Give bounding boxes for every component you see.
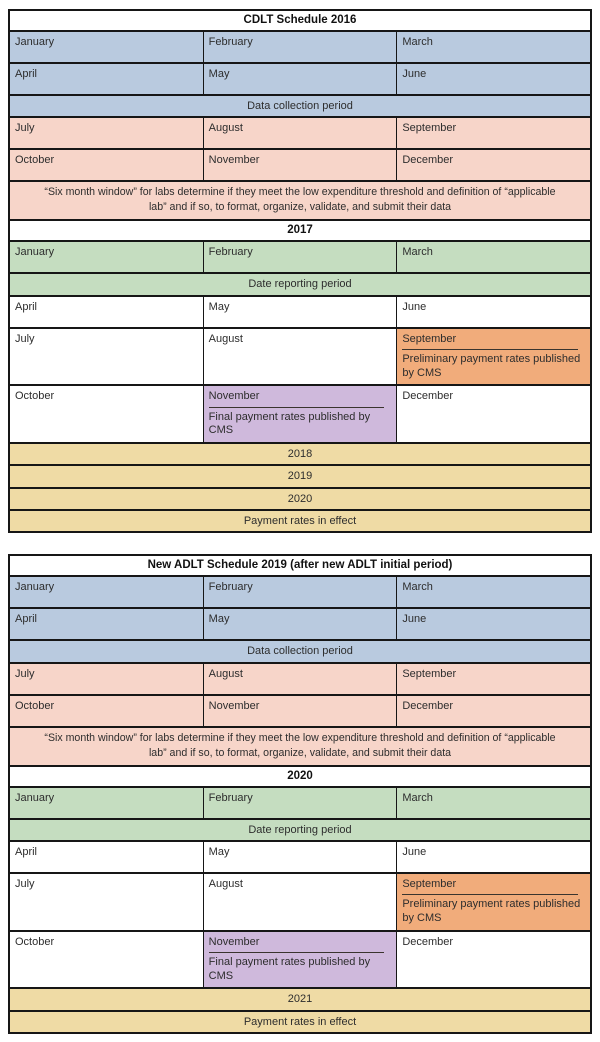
- month-label: October: [15, 390, 55, 403]
- month-cell: [10, 932, 203, 988]
- month-label: December: [402, 699, 454, 712]
- period-label: 2018: [10, 444, 590, 464]
- month-label: May: [208, 845, 230, 858]
- table-row-months: [10, 662, 590, 694]
- month-label: January: [15, 246, 55, 259]
- window-note: “Six month window” for labs determine if they meet the low expenditure threshold and definition of “applicable lab” and if so, to format, organize, validate, and submit their data: [10, 182, 590, 219]
- month-label: March: [402, 791, 433, 804]
- month-cell: [396, 932, 590, 988]
- month-label: November: [208, 390, 260, 403]
- month-cell: [10, 696, 203, 726]
- table-title: CDLT Schedule 2016: [10, 11, 590, 30]
- month-label: January: [15, 791, 55, 804]
- month-label: April: [15, 845, 38, 858]
- month-cell: [396, 696, 590, 726]
- highlight-month-cell: [396, 874, 590, 930]
- period-label: Date reporting period: [10, 820, 590, 840]
- table-row-year: [10, 219, 590, 240]
- note-text: Preliminary payment rates published by CMS: [402, 352, 581, 379]
- month-label: April: [15, 300, 38, 313]
- month-cell: [203, 874, 397, 930]
- month-label: April: [15, 67, 38, 80]
- month-cell: [396, 664, 590, 694]
- table-row-months: [10, 575, 590, 607]
- month-cell: [203, 577, 397, 607]
- month-label: July: [15, 122, 35, 135]
- month-label: June: [402, 613, 427, 626]
- month-cell: [396, 788, 590, 818]
- month-cell: [396, 118, 590, 148]
- table-row-span: [10, 464, 590, 486]
- month-cell: [10, 664, 203, 694]
- period-label: 2020: [10, 489, 590, 509]
- table-title: New ADLT Schedule 2019 (after new ADLT initial period): [10, 556, 590, 575]
- month-cell: [10, 609, 203, 639]
- month-label: February: [208, 246, 253, 259]
- table-row-months: [10, 148, 590, 180]
- cdlt-schedule-2016-table: [8, 9, 592, 533]
- note-text: Final payment rates published by CMS: [208, 410, 371, 437]
- table-row-span: [10, 487, 590, 509]
- month-label: April: [15, 613, 38, 626]
- highlight-month-cell: [396, 329, 590, 385]
- month-label: May: [208, 300, 230, 313]
- month-cell: [10, 118, 203, 148]
- month-cell: [203, 609, 397, 639]
- table-row-months: [10, 116, 590, 148]
- month-label: March: [402, 246, 433, 259]
- table-row-span: [10, 1010, 590, 1032]
- month-cell: [10, 297, 203, 327]
- month-cell: [10, 329, 203, 385]
- month-cell: [10, 64, 203, 94]
- table-row-months: [10, 30, 590, 62]
- month-cell: [10, 150, 203, 180]
- table-row-notespan: [10, 180, 590, 219]
- divider-line: [402, 894, 577, 895]
- month-label: June: [402, 67, 427, 80]
- table-row-months-note: [10, 327, 590, 385]
- month-cell: [203, 788, 397, 818]
- period-label: Data collection period: [10, 641, 590, 661]
- table-row-title: [10, 11, 590, 30]
- window-note: “Six month window” for labs determine if they meet the low expenditure threshold and definition of “applicable lab” and if so, to format, organize, validate, and submit their data: [10, 728, 590, 765]
- month-label: May: [208, 613, 230, 626]
- table-row-months: [10, 786, 590, 818]
- month-label: February: [208, 791, 253, 804]
- month-label: July: [15, 667, 35, 680]
- month-label: December: [402, 390, 454, 403]
- month-label: January: [15, 581, 55, 594]
- period-label: Payment rates in effect: [10, 511, 590, 531]
- month-label: March: [402, 581, 433, 594]
- month-cell: [203, 242, 397, 272]
- table-row-months-note: [10, 930, 590, 988]
- year-header: 2020: [10, 767, 590, 786]
- month-cell: [396, 32, 590, 62]
- month-cell: [10, 874, 203, 930]
- table-row-notespan: [10, 726, 590, 765]
- month-cell: [203, 842, 397, 872]
- month-label: October: [15, 935, 55, 948]
- month-label: November: [208, 154, 260, 167]
- month-cell: [203, 118, 397, 148]
- note-text: Final payment rates published by CMS: [208, 955, 371, 982]
- month-cell: [10, 788, 203, 818]
- month-cell: [10, 577, 203, 607]
- month-label: January: [15, 35, 55, 48]
- table-row-span: [10, 442, 590, 464]
- period-label: 2019: [10, 466, 590, 486]
- month-cell: [10, 842, 203, 872]
- month-label: February: [208, 581, 253, 594]
- month-label: February: [208, 35, 253, 48]
- month-label: November: [208, 699, 260, 712]
- month-cell: [10, 386, 203, 442]
- month-cell: [203, 664, 397, 694]
- divider-line: [402, 349, 577, 350]
- month-label: August: [208, 877, 243, 890]
- table-row-span: [10, 639, 590, 661]
- table-row-months-note: [10, 872, 590, 930]
- month-label: June: [402, 300, 427, 313]
- month-label: November: [208, 935, 260, 948]
- month-label: July: [15, 332, 35, 345]
- month-label: September: [402, 332, 457, 345]
- month-label: December: [402, 935, 454, 948]
- period-label: Date reporting period: [10, 274, 590, 294]
- month-label: August: [208, 332, 243, 345]
- month-label: June: [402, 845, 427, 858]
- month-label: August: [208, 667, 243, 680]
- month-cell: [203, 696, 397, 726]
- month-cell: [396, 150, 590, 180]
- new-adlt-schedule-2019-table: [8, 554, 592, 1034]
- period-label: Payment rates in effect: [10, 1012, 590, 1032]
- divider-line: [209, 407, 384, 408]
- schedules-container: [8, 9, 592, 1034]
- table-row-months: [10, 607, 590, 639]
- month-cell: [203, 32, 397, 62]
- table-row-span: [10, 987, 590, 1009]
- month-cell: [396, 842, 590, 872]
- month-label: September: [402, 877, 457, 890]
- month-cell: [396, 297, 590, 327]
- table-row-months-note: [10, 384, 590, 442]
- table-row-span: [10, 509, 590, 531]
- divider-line: [209, 952, 384, 953]
- month-cell: [396, 64, 590, 94]
- month-label: March: [402, 35, 433, 48]
- month-cell: [203, 150, 397, 180]
- month-cell: [10, 242, 203, 272]
- table-row-span: [10, 272, 590, 294]
- table-row-months: [10, 62, 590, 94]
- month-cell: [396, 386, 590, 442]
- month-cell: [396, 577, 590, 607]
- month-cell: [396, 609, 590, 639]
- month-cell: [396, 242, 590, 272]
- month-label: August: [208, 122, 243, 135]
- month-label: May: [208, 67, 230, 80]
- table-row-span: [10, 818, 590, 840]
- table-row-months: [10, 694, 590, 726]
- table-row-months: [10, 840, 590, 872]
- period-label: 2021: [10, 989, 590, 1009]
- month-label: September: [402, 122, 457, 135]
- month-label: July: [15, 877, 35, 890]
- month-cell: [203, 64, 397, 94]
- highlight-month-cell: [203, 386, 397, 442]
- month-label: December: [402, 154, 454, 167]
- month-cell: [203, 329, 397, 385]
- month-cell: [10, 32, 203, 62]
- highlight-month-cell: [203, 932, 397, 988]
- table-row-span: [10, 94, 590, 116]
- month-label: October: [15, 699, 55, 712]
- table-row-months: [10, 295, 590, 327]
- table-row-months: [10, 240, 590, 272]
- month-label: September: [402, 667, 457, 680]
- table-row-year: [10, 765, 590, 786]
- year-header: 2017: [10, 221, 590, 240]
- month-cell: [203, 297, 397, 327]
- period-label: Data collection period: [10, 96, 590, 116]
- month-label: October: [15, 154, 55, 167]
- table-row-title: [10, 556, 590, 575]
- note-text: Preliminary payment rates published by CMS: [402, 898, 581, 924]
